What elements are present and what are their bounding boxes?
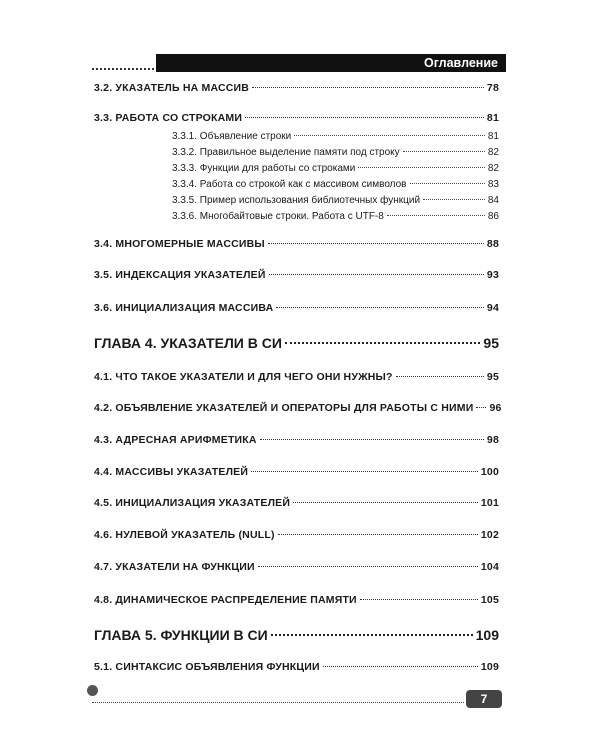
leader-dots	[278, 534, 478, 535]
toc-page: 86	[487, 211, 499, 222]
toc-entry-4-1[interactable]	[94, 371, 499, 383]
toc-label: 3.3.4. Работа со строкой как с массивом символов	[172, 179, 407, 190]
toc-label: 3.3.1. Объявление строки	[172, 131, 292, 142]
leader-dots	[387, 215, 485, 216]
header-dotted-rule	[92, 68, 154, 70]
toc-chapter-5[interactable]	[94, 627, 499, 643]
chapter-label: ГЛАВА 5. ФУНКЦИИ В СИ	[94, 627, 268, 643]
toc-chapter-4[interactable]	[94, 335, 499, 351]
toc-page: 100	[480, 466, 499, 478]
toc-label: 3.3.2. Правильное выделение памяти под строку	[172, 147, 400, 158]
leader-dots	[258, 566, 478, 567]
toc-label: 4.5. ИНИЦИАЛИЗАЦИЯ УКАЗАТЕЛЕЙ	[94, 497, 291, 509]
toc-page: 93	[486, 269, 499, 281]
toc-entry-4-3[interactable]	[94, 434, 499, 446]
toc-label: 4.8. ДИНАМИЧЕСКОЕ РАСПРЕДЕЛЕНИЕ ПАМЯТИ	[94, 594, 357, 606]
toc-entry-4-7[interactable]	[94, 561, 499, 573]
toc-page: 102	[480, 529, 499, 541]
leader-dots	[260, 439, 484, 440]
leader-dots	[271, 634, 473, 636]
toc-page: 81	[487, 131, 499, 142]
toc-label: 3.3.6. Многобайтовые строки. Работа с UTF-8	[172, 211, 384, 222]
toc-entry-3-3-2[interactable]	[172, 147, 499, 158]
footer-bullet-icon	[87, 685, 98, 696]
leader-dots	[410, 183, 485, 184]
page-number: 7	[480, 692, 488, 706]
leader-dots	[294, 135, 485, 136]
toc-entry-3-2[interactable]	[94, 82, 499, 94]
leader-dots	[423, 199, 485, 200]
toc-label: 4.6. НУЛЕВОЙ УКАЗАТЕЛЬ (NULL)	[94, 529, 275, 541]
leader-dots	[285, 342, 481, 344]
toc-page: 82	[487, 163, 499, 174]
toc-label: 3.3.5. Пример использования библиотечных функций	[172, 195, 421, 206]
chapter-page: 109	[475, 627, 499, 643]
leader-dots	[252, 87, 484, 88]
toc-entry-3-6[interactable]	[94, 302, 499, 314]
toc-entry-5-1[interactable]	[94, 661, 499, 673]
toc-page: 104	[480, 561, 499, 573]
toc-label: 4.3. АДРЕСНАЯ АРИФМЕТИКА	[94, 434, 257, 446]
toc-entry-4-6[interactable]	[94, 529, 499, 541]
toc-entry-3-3-4[interactable]	[172, 179, 499, 190]
toc-entry-3-3-6[interactable]	[172, 211, 499, 222]
toc-page: 88	[486, 238, 499, 250]
leader-dots	[396, 376, 484, 377]
toc-page: 109	[480, 661, 499, 673]
toc-page: 82	[487, 147, 499, 158]
leader-dots	[268, 243, 484, 244]
toc-label: 5.1. СИНТАКСИС ОБЪЯВЛЕНИЯ ФУНКЦИИ	[94, 661, 320, 673]
toc-label: 3.6. ИНИЦИАЛИЗАЦИЯ МАССИВА	[94, 302, 274, 314]
leader-dots	[276, 307, 483, 308]
toc-label: 3.5. ИНДЕКСАЦИЯ УКАЗАТЕЛЕЙ	[94, 269, 266, 281]
toc-entry-3-3-5[interactable]	[172, 195, 499, 206]
leader-dots	[323, 666, 478, 667]
toc-entry-4-2[interactable]	[94, 402, 502, 414]
leader-dots	[360, 599, 478, 600]
leader-dots	[269, 274, 484, 275]
toc-label: 3.4. МНОГОМЕРНЫЕ МАССИВЫ	[94, 238, 265, 250]
toc-entry-4-5[interactable]	[94, 497, 499, 509]
chapter-page: 95	[483, 335, 499, 351]
toc-label: 4.4. МАССИВЫ УКАЗАТЕЛЕЙ	[94, 466, 249, 478]
toc-label: 4.1. ЧТО ТАКОЕ УКАЗАТЕЛИ И ДЛЯ ЧЕГО ОНИ НУЖНЫ?	[94, 371, 393, 383]
page-number-badge	[466, 690, 502, 708]
toc-label: 4.7. УКАЗАТЕЛИ НА ФУНКЦИИ	[94, 561, 255, 573]
toc-page: 84	[487, 195, 499, 206]
leader-dots	[403, 151, 485, 152]
toc-page: 96	[489, 402, 502, 414]
toc-entry-3-4[interactable]	[94, 238, 499, 250]
leader-dots	[245, 117, 484, 118]
chapter-label: ГЛАВА 4. УКАЗАТЕЛИ В СИ	[94, 335, 282, 351]
toc-page: 98	[486, 434, 499, 446]
leader-dots	[358, 167, 485, 168]
leader-dots	[293, 502, 478, 503]
leader-dots	[251, 471, 478, 472]
toc-page: 83	[487, 179, 499, 190]
toc-entry-3-3-3[interactable]	[172, 163, 499, 174]
running-header-title: Оглавление	[424, 56, 498, 70]
running-header	[156, 54, 506, 72]
toc-entry-3-3-1[interactable]	[172, 131, 499, 142]
toc-entry-4-8[interactable]	[94, 594, 499, 606]
toc-page: 95	[486, 371, 499, 383]
toc-label: 3.2. УКАЗАТЕЛЬ НА МАССИВ	[94, 82, 250, 94]
toc-entry-3-5[interactable]	[94, 269, 499, 281]
toc-page: 101	[480, 497, 499, 509]
leader-dots	[476, 407, 486, 408]
toc-page: 94	[486, 302, 499, 314]
toc-page: 78	[486, 82, 499, 94]
toc-entry-3-3[interactable]	[94, 112, 499, 124]
toc-page: 81	[486, 112, 499, 124]
toc-label: 3.3.3. Функции для работы со строками	[172, 163, 356, 174]
toc-entry-4-4[interactable]	[94, 466, 499, 478]
toc-page: 105	[480, 594, 499, 606]
toc-label: 4.2. ОБЪЯВЛЕНИЕ УКАЗАТЕЛЕЙ И ОПЕРАТОРЫ ДЛЯ РАБОТЫ С НИМИ	[94, 402, 474, 414]
footer-dotted-rule	[92, 702, 464, 703]
toc-label: 3.3. РАБОТА СО СТРОКАМИ	[94, 112, 243, 124]
